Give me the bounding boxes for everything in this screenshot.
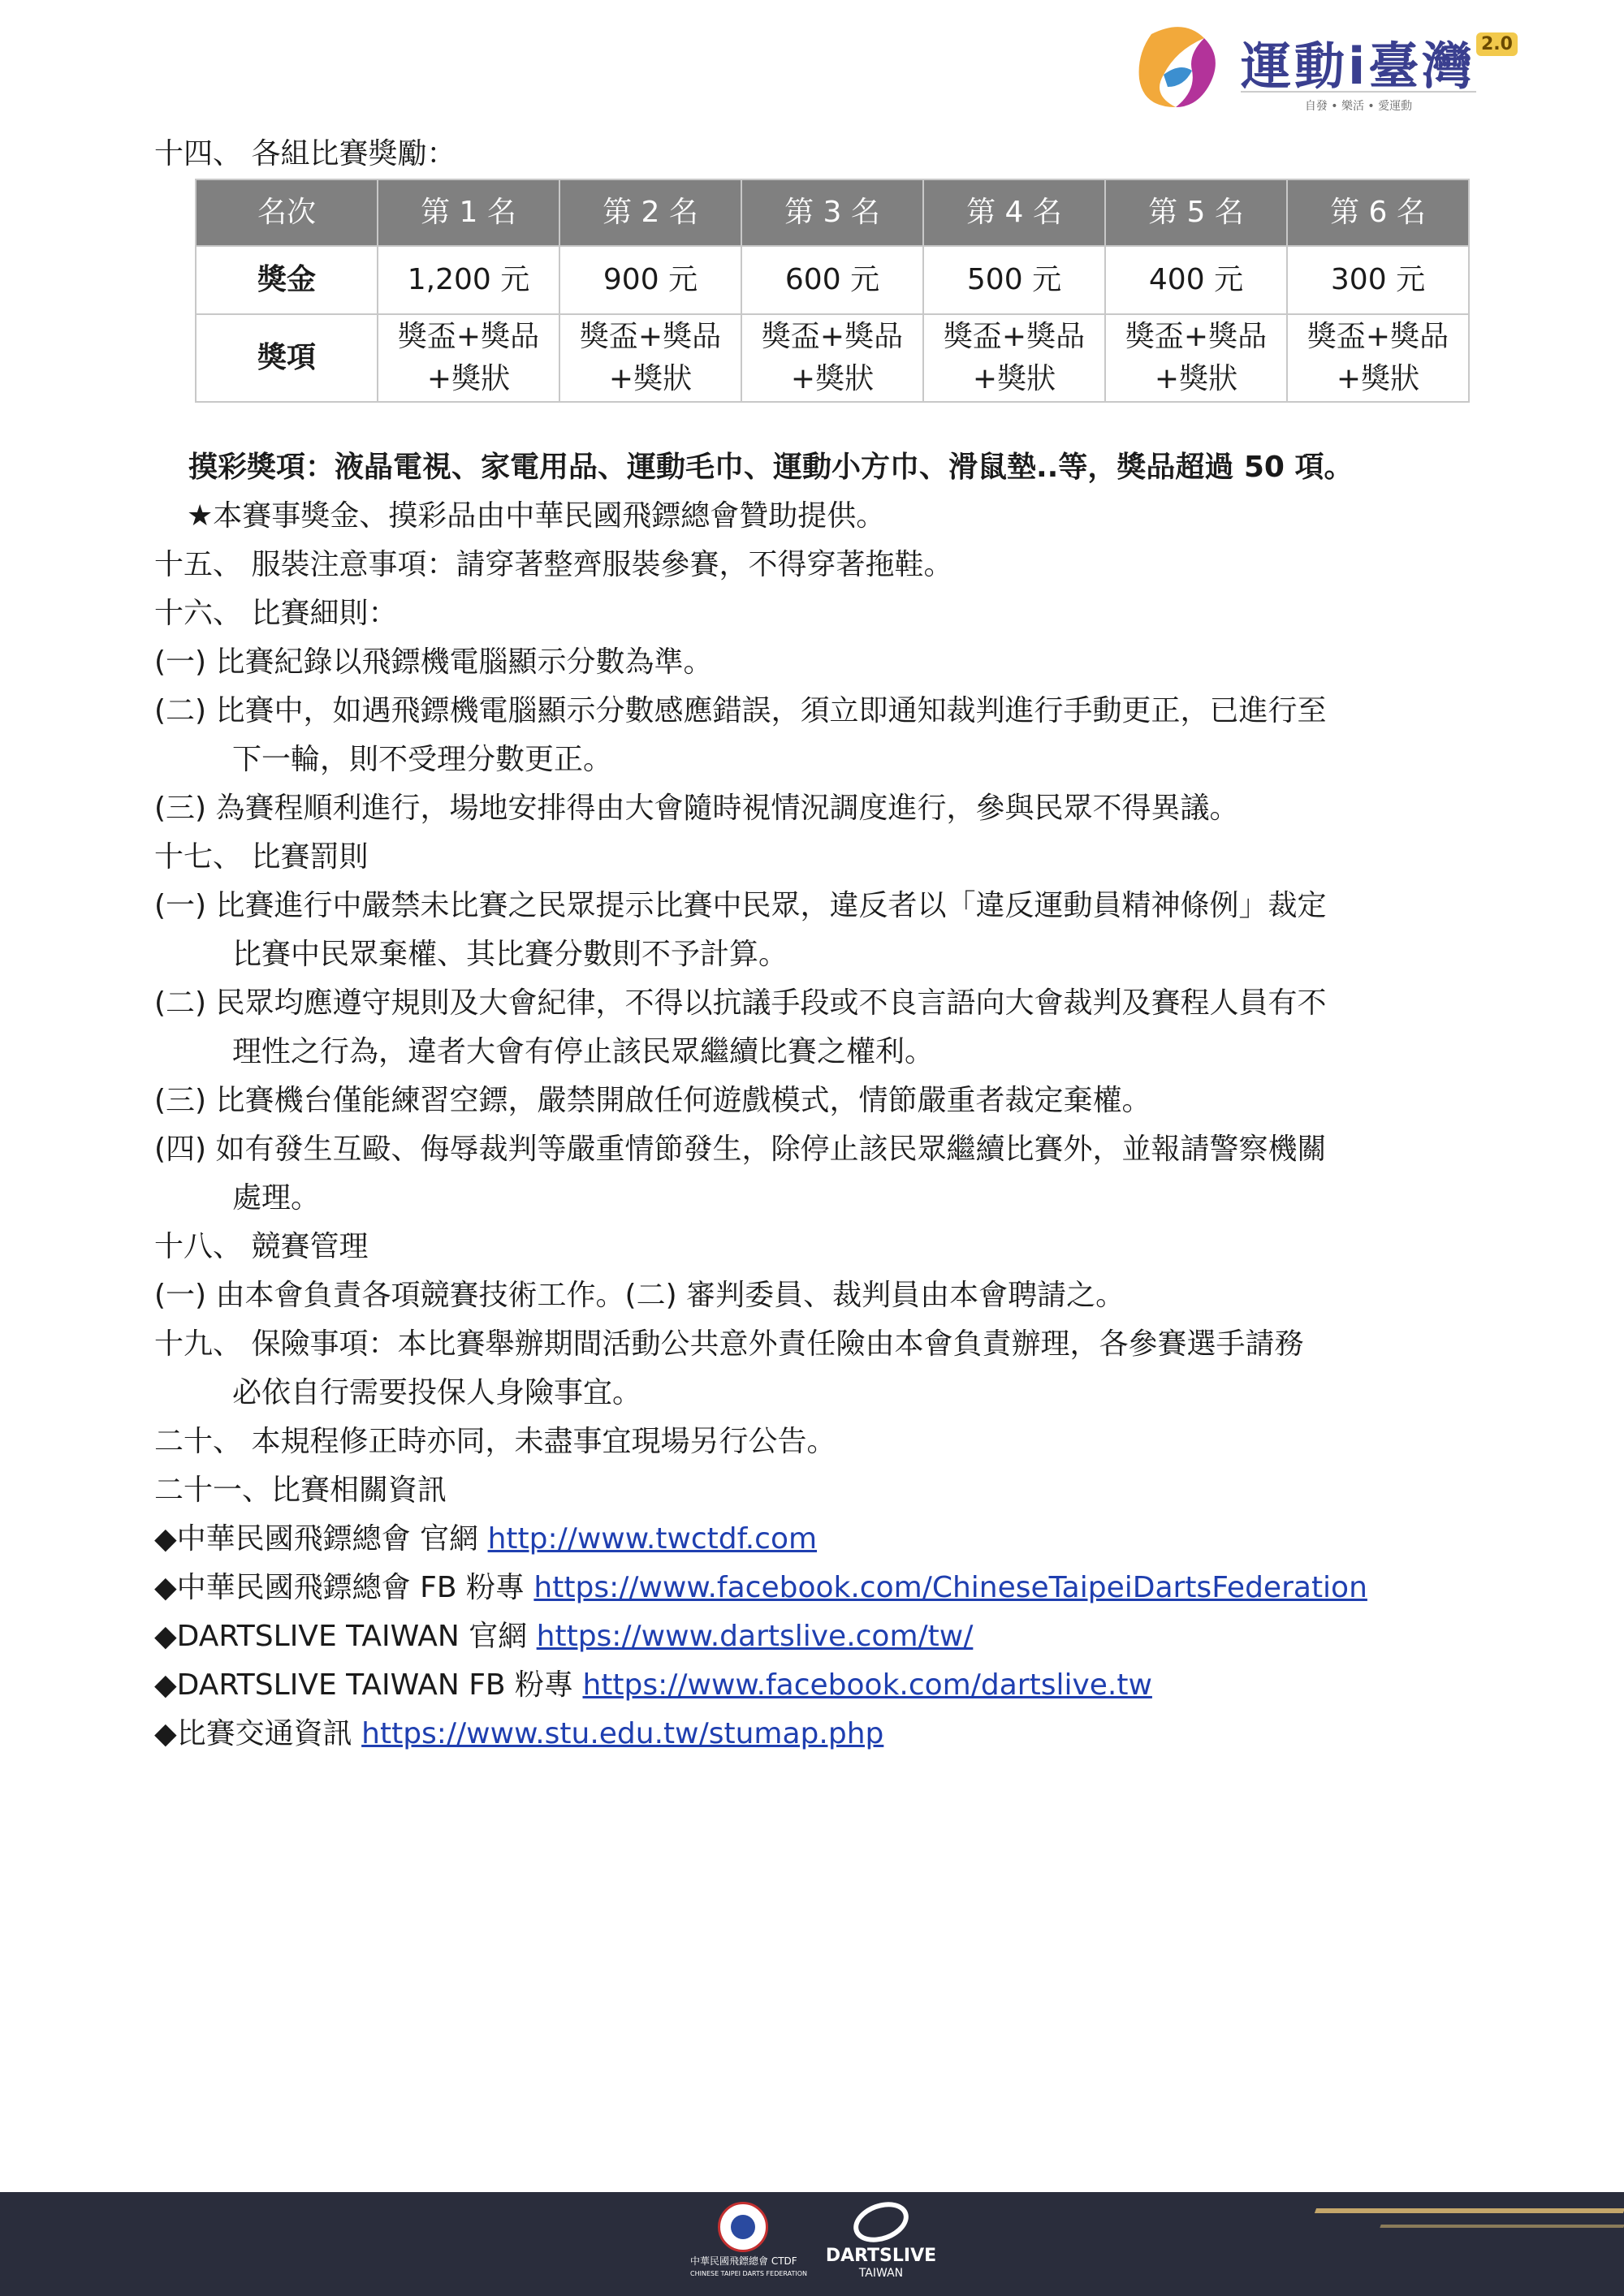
table-row-awards: [196, 314, 1469, 402]
award-line-2: +獎狀: [1154, 362, 1238, 395]
table-row-prize-money: [196, 246, 1469, 314]
lottery-prizes: 摸彩獎項：液晶電視、家電用品、運動毛巾、運動小方巾、滑鼠墊..等，獎品超過 50 項。: [188, 451, 1354, 484]
info-link-row: [154, 1612, 1470, 1661]
table-cell: 600 元: [741, 246, 923, 314]
dartslive-website-link[interactable]: https://www.dartslive.com/tw/: [536, 1620, 974, 1653]
info-link-label: ◆中華民國飛鏢總會 FB 粉專: [154, 1571, 534, 1604]
info-link-label: ◆中華民國飛鏢總會 官網: [154, 1522, 488, 1556]
table-cell: [741, 314, 923, 402]
section-15: 十五、 服裝注意事項：請穿著整齊服裝參賽，不得穿著拖鞋。: [154, 548, 953, 581]
info-link-row: [154, 1661, 1470, 1710]
info-link-row: [154, 1515, 1470, 1564]
table-cell: 400 元: [1105, 246, 1287, 314]
award-line-1: 獎盃+獎品: [1125, 320, 1268, 353]
table-cell: [923, 314, 1105, 402]
dartslive-ring-icon: [848, 2195, 914, 2249]
ctdf-logo-text: 中華民國飛鏢總會 CTDF: [690, 2255, 797, 2267]
info-link-label: ◆DARTSLIVE TAIWAN FB 粉專: [154, 1668, 583, 1702]
table-cell: 900 元: [559, 246, 741, 314]
table-header-cell: 第 1 名: [378, 179, 559, 246]
logo-badge: 2.0: [1476, 32, 1518, 56]
award-line-1: 獎盃+獎品: [579, 320, 722, 353]
award-line-1: 獎盃+獎品: [943, 320, 1086, 353]
logo-text: 運動i臺灣: [1241, 37, 1476, 96]
table-cell: [559, 314, 741, 402]
ctdf-logo-en: CHINESE TAIPEI DARTS FEDERATION: [690, 2270, 808, 2277]
section-20: 二十、 本規程修正時亦同，未盡事宜現場另行公告。: [154, 1425, 836, 1458]
document-body: [154, 130, 1470, 1759]
section-17-item-4-cont: 處理。: [232, 1181, 321, 1215]
info-link-row: [154, 1710, 1470, 1759]
table-cell: [378, 314, 559, 402]
table-cell: [1105, 314, 1287, 402]
logo-mark-icon: [1127, 18, 1233, 115]
section-16-heading: 十六、 比賽細則：: [154, 597, 398, 630]
section-19-cont: 必依自行需要投保人身險事宜。: [232, 1376, 642, 1409]
ctdf-website-link[interactable]: http://www.twctdf.com: [487, 1522, 818, 1556]
ctdf-logo: [690, 2202, 808, 2291]
section-21-heading: 二十一、比賽相關資訊: [154, 1474, 447, 1507]
dartslive-facebook-link[interactable]: https://www.facebook.com/dartslive.tw: [582, 1668, 1152, 1702]
section-16-item-2-cont: 下一輪，則不受理分數更正。: [232, 743, 613, 776]
ctdf-seal-icon: [718, 2202, 768, 2252]
table-row-label: 獎項: [196, 314, 378, 402]
logo-subtitle: 自發 • 樂活 • 愛運動: [1241, 91, 1476, 114]
prize-table: [195, 179, 1470, 403]
table-header-cell: 第 3 名: [741, 179, 923, 246]
section-16-item-1: (一) 比賽紀錄以飛鏢機電腦顯示分數為準。: [154, 645, 713, 679]
award-line-1: 獎盃+獎品: [1307, 320, 1449, 353]
dartslive-logo-sub: TAIWAN: [858, 2267, 904, 2280]
section-17-item-4: (四) 如有發生互毆、侮辱裁判等嚴重情節發生，除停止該民眾繼續比賽外，並報請警察機關: [154, 1133, 1327, 1166]
footer-banner: [0, 2192, 1624, 2296]
table-cell: 500 元: [923, 246, 1105, 314]
logo: [1127, 18, 1513, 119]
table-header-cell: 第 2 名: [559, 179, 741, 246]
section-17-item-2: (二) 民眾均應遵守規則及大會紀律，不得以抗議手段或不良言語向大會裁判及賽程人員有不: [154, 986, 1327, 1020]
table-header-cell: 第 6 名: [1287, 179, 1469, 246]
award-line-1: 獎盃+獎品: [761, 320, 904, 353]
section-18-heading: 十八、 競賽管理: [154, 1230, 369, 1263]
dartslive-logo-text: DARTSLIVE: [825, 2246, 937, 2266]
section-17-item-2-cont: 理性之行為，違者大會有停止該民眾繼續比賽之權利。: [232, 1035, 935, 1068]
table-cell: [1287, 314, 1469, 402]
table-header-cell: 名次: [196, 179, 378, 246]
spacer: [154, 424, 1470, 443]
section-18-item-1: (一) 由本會負責各項競賽技術工作。(二) 審判委員、裁判員由本會聘請之。: [154, 1279, 1125, 1312]
section-17-item-1-cont: 比賽中民眾棄權、其比賽分數則不予計算。: [232, 938, 788, 971]
table-cell: 300 元: [1287, 246, 1469, 314]
prize-table-header-row: [196, 179, 1469, 246]
section-19: 十九、 保險事項：本比賽舉辦期間活動公共意外責任險由本會負責辦理，各參賽選手請務: [154, 1327, 1304, 1361]
award-line-1: 獎盃+獎品: [397, 320, 540, 353]
section-17-item-1: (一) 比賽進行中嚴禁未比賽之民眾提示比賽中民眾，違反者以「違反運動員精神條例」裁定: [154, 889, 1327, 922]
ctdf-facebook-link[interactable]: https://www.facebook.com/ChineseTaipeiDartsFederation: [533, 1571, 1367, 1604]
sponsor-note: ★本賽事獎金、摸彩品由中華民國飛鏢總會贊助提供。: [187, 499, 886, 533]
award-line-2: +獎狀: [608, 362, 693, 395]
footer-accent-stripe: [1315, 2208, 1624, 2213]
section-14-heading: 十四、 各組比賽獎勵：: [154, 137, 456, 170]
award-line-2: +獎狀: [790, 362, 875, 395]
info-link-row: [154, 1564, 1470, 1612]
table-cell: 1,200 元: [378, 246, 559, 314]
dartslive-logo: [820, 2203, 942, 2293]
section-17-item-3: (三) 比賽機台僅能練習空鏢，嚴禁開啟任何遊戲模式，情節嚴重者裁定棄權。: [154, 1084, 1151, 1117]
info-link-label: ◆比賽交通資訊: [154, 1717, 362, 1750]
table-header-cell: 第 5 名: [1105, 179, 1287, 246]
section-16-item-3: (三) 為賽程順利進行，場地安排得由大會隨時視情況調度進行，參與民眾不得異議。: [154, 792, 1239, 825]
section-17-heading: 十七、 比賽罰則: [154, 840, 369, 874]
table-header-cell: 第 4 名: [923, 179, 1105, 246]
transport-info-link[interactable]: https://www.stu.edu.tw/stumap.php: [361, 1717, 884, 1750]
section-16-item-2: (二) 比賽中，如遇飛鏢機電腦顯示分數感應錯誤，須立即通知裁判進行手動更正，已進行至: [154, 694, 1327, 727]
award-line-2: +獎狀: [972, 362, 1056, 395]
info-link-label: ◆DARTSLIVE TAIWAN 官網: [154, 1620, 537, 1653]
table-row-label: 獎金: [196, 246, 378, 314]
award-line-2: +獎狀: [426, 362, 511, 395]
award-line-2: +獎狀: [1336, 362, 1420, 395]
footer-accent-stripe: [1380, 2225, 1624, 2228]
